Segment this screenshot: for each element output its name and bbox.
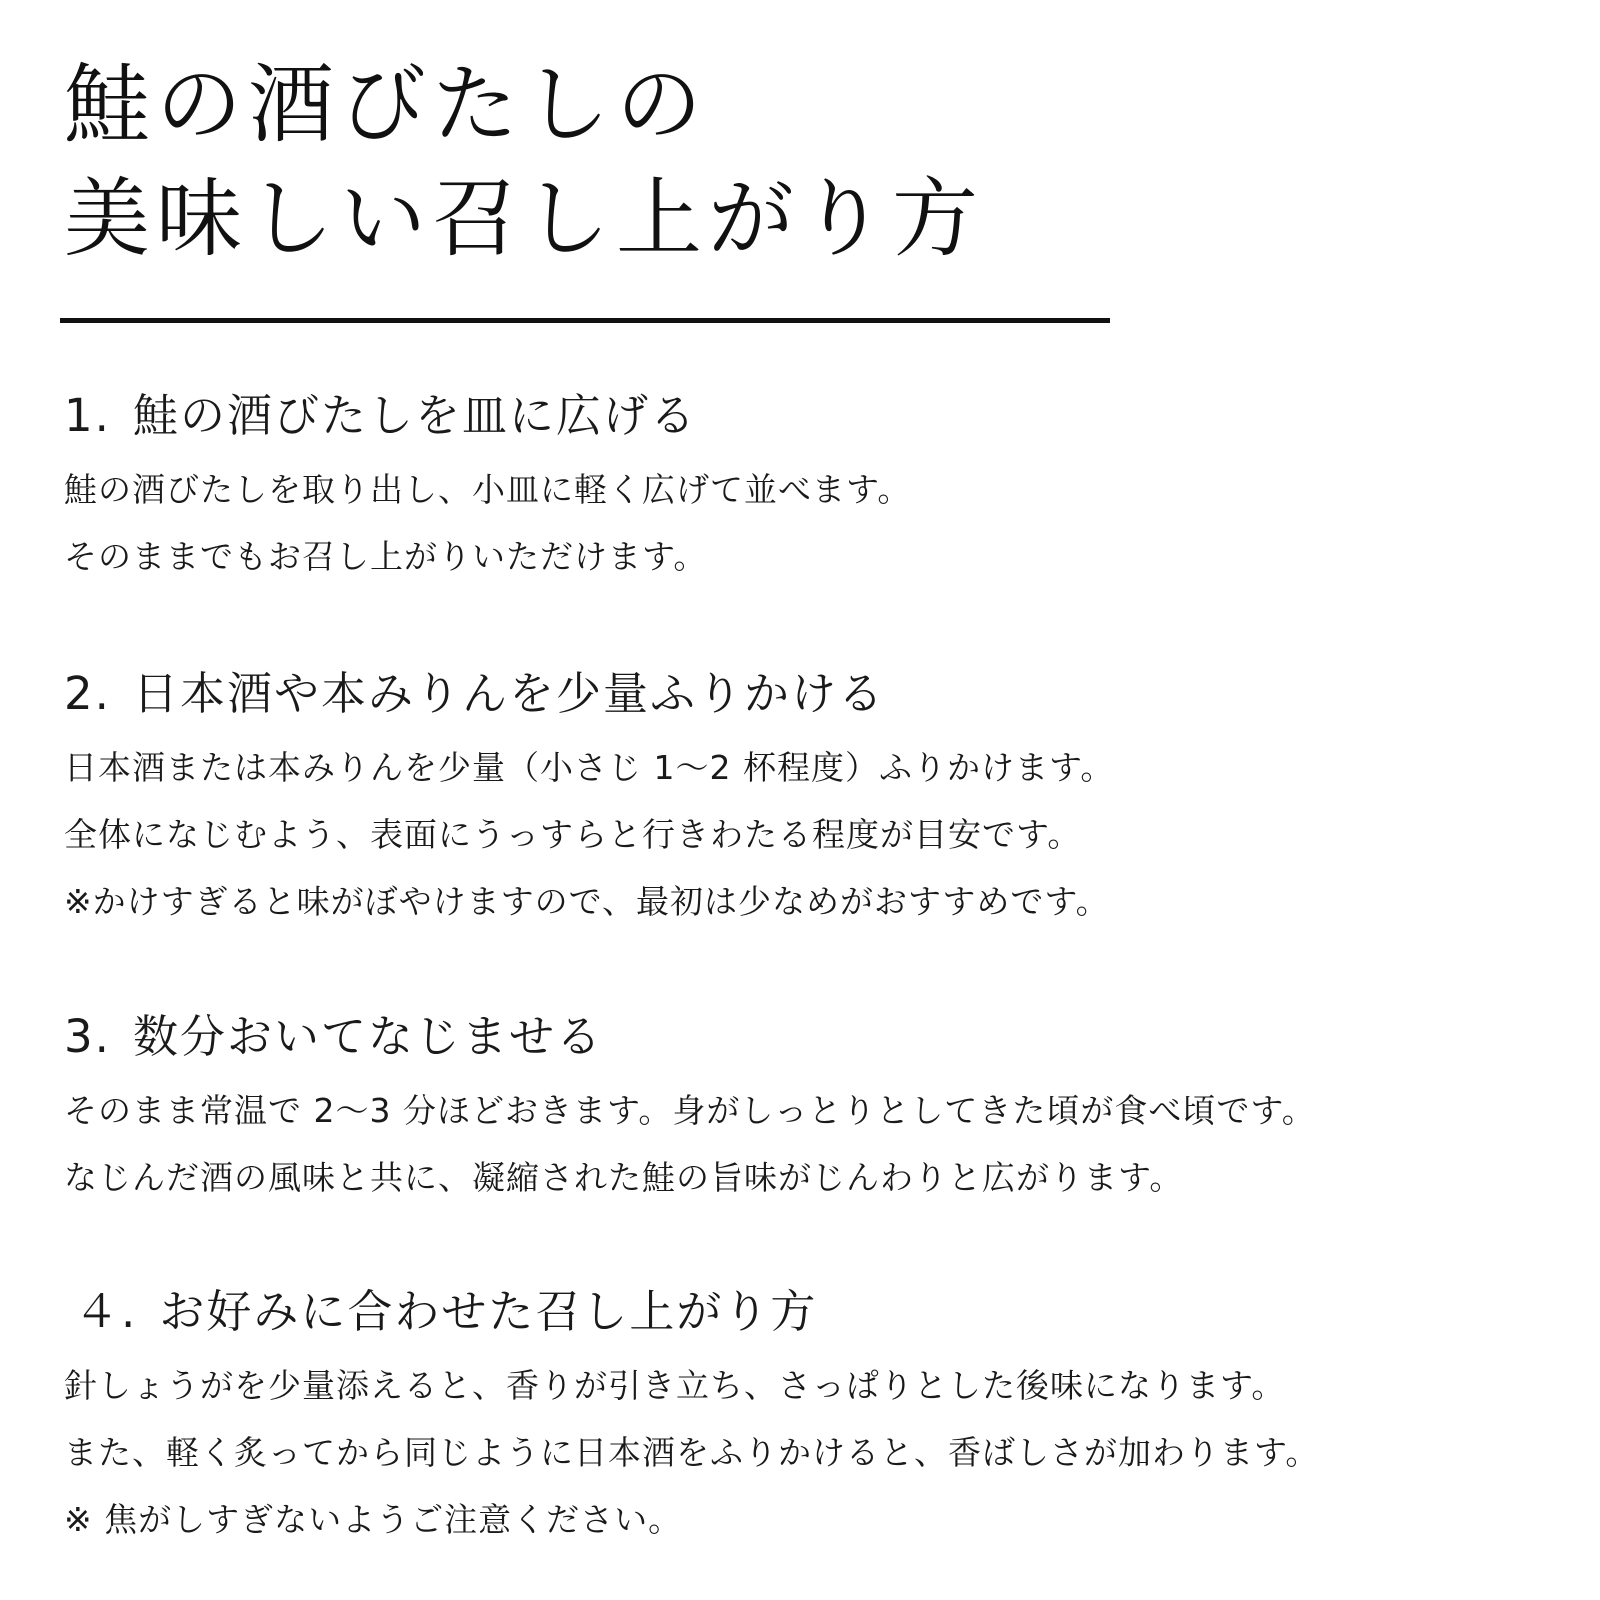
step-4-text-line-3: ※ 焦がしすぎないようご注意ください。 xyxy=(64,1500,683,1539)
step-1-title: 鮭の酒びたしを皿に広げる xyxy=(132,389,697,442)
step-2-text-line-2: 全体になじむよう、表面にうっすらと行きわたる程度が目安です。 xyxy=(64,815,1082,854)
step-3-number: 3. xyxy=(64,1010,111,1063)
step-2-heading xyxy=(64,662,1574,726)
step-3-text-line-2: なじんだ酒の風味と共に、凝縮された鮭の旨味がじんわりと広がります。 xyxy=(64,1158,1184,1197)
title-line-2: 美味しい召し上がり方 xyxy=(64,169,984,269)
step-4-text-line-2: また、軽く炙ってから同じように日本酒をふりかけると、香ばしさが加わります。 xyxy=(64,1433,1320,1472)
step-4-text-line-1: 針しょうがを少量添えると、香りが引き立ち、さっぱりとした後味になります。 xyxy=(64,1366,1286,1405)
page-title xyxy=(64,48,984,276)
step-1-number: 1. xyxy=(64,389,111,442)
step-4-number: ４. xyxy=(74,1285,138,1338)
step-3-section xyxy=(64,1005,1574,1211)
step-3-title: 数分おいてなじませる xyxy=(132,1010,603,1063)
step-2-section xyxy=(64,662,1574,935)
title-divider xyxy=(60,318,1110,323)
step-2-number: 2. xyxy=(64,667,111,720)
step-3-heading xyxy=(64,1005,1574,1069)
step-2-title: 日本酒や本みりんを少量ふりかける xyxy=(132,667,885,720)
step-4-title: お好みに合わせた召し上がり方 xyxy=(159,1285,818,1338)
step-1-text-line-1: 鮭の酒びたしを取り出し、小皿に軽く広げて並べます。 xyxy=(64,470,912,509)
step-1-section xyxy=(64,384,1574,590)
title-line-1: 鮭の酒びたしの xyxy=(64,55,708,155)
step-4-heading xyxy=(64,1280,1574,1344)
step-1-heading xyxy=(64,384,1574,448)
step-2-text-line-1: 日本酒または本みりんを少量（小さじ 1〜2 杯程度）ふりかけます。 xyxy=(64,748,1115,787)
step-4-section xyxy=(64,1280,1574,1553)
step-3-text-line-1: そのまま常温で 2〜3 分ほどおきます。身がしっとりとしてきた頃が食べ頃です。 xyxy=(64,1091,1316,1130)
step-2-text-line-3: ※かけすぎると味がぼやけますので、最初は少なめがおすすめです。 xyxy=(64,882,1110,921)
step-1-text-line-2: そのままでもお召し上がりいただけます。 xyxy=(64,537,708,576)
